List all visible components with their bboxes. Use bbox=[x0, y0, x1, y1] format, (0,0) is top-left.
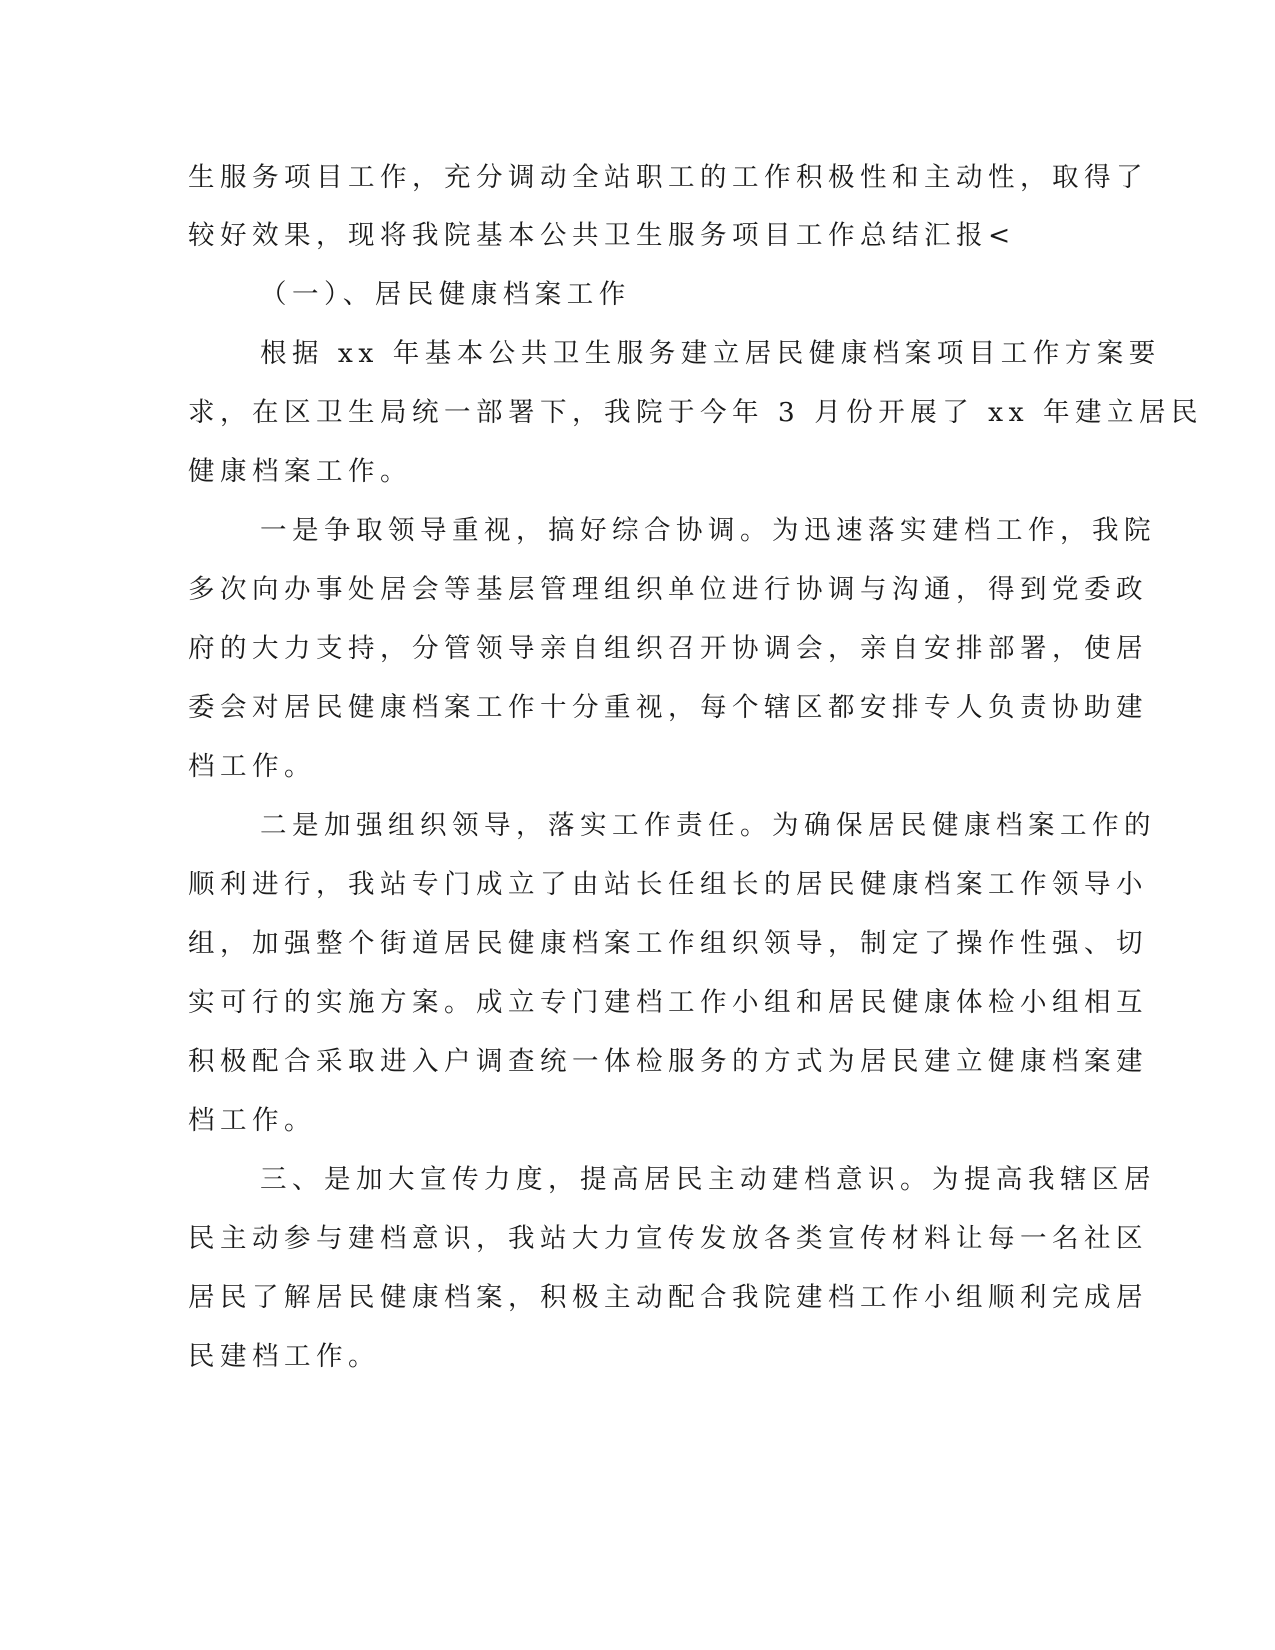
paragraph-line: 三、是加大宣传力度，提高居民主动建档意识。为提高我辖区居 bbox=[260, 1164, 1156, 1195]
paragraph-line: 根据 xx 年基本公共卫生服务建立居民健康档案项目工作方案要 bbox=[260, 338, 1161, 369]
paragraph-line: 生服务项目工作，充分调动全站职工的工作积极性和主动性，取得了 bbox=[188, 162, 1148, 193]
paragraph-line: 委会对居民健康档案工作十分重视，每个辖区都安排专人负责协助建 bbox=[188, 692, 1148, 723]
paragraph-line: 二是加强组织领导，落实工作责任。为确保居民健康档案工作的 bbox=[260, 810, 1156, 841]
paragraph-line: 顺利进行，我站专门成立了由站长任组长的居民健康档案工作领导小 bbox=[188, 869, 1148, 900]
paragraph-line: 多次向办事处居会等基层管理组织单位进行协调与沟通，得到党委政 bbox=[188, 574, 1148, 605]
paragraph-line: 档工作。 bbox=[188, 1105, 316, 1136]
paragraph-line: 档工作。 bbox=[188, 751, 316, 782]
paragraph-line: 积极配合采取进入户调查统一体检服务的方式为居民建立健康档案建 bbox=[188, 1046, 1148, 1077]
section-heading: （一）、居民健康档案工作 bbox=[260, 279, 631, 310]
paragraph-line: 居民了解居民健康档案，积极主动配合我院建档工作小组顺利完成居 bbox=[188, 1282, 1148, 1313]
paragraph-line: 民建档工作。 bbox=[188, 1341, 380, 1372]
paragraph-line: 府的大力支持，分管领导亲自组织召开协调会，亲自安排部署，使居 bbox=[188, 633, 1148, 664]
paragraph-line: 较好效果，现将我院基本公共卫生服务项目工作总结汇报< bbox=[188, 220, 1016, 251]
paragraph-line: 实可行的实施方案。成立专门建档工作小组和居民健康体检小组相互 bbox=[188, 987, 1148, 1018]
paragraph-line: 求，在区卫生局统一部署下，我院于今年 3 月份开展了 xx 年建立居民 bbox=[188, 397, 1203, 428]
paragraph-line: 组，加强整个街道居民健康档案工作组织领导，制定了操作性强、切 bbox=[188, 928, 1148, 959]
paragraph-line: 民主动参与建档意识，我站大力宣传发放各类宣传材料让每一名社区 bbox=[188, 1223, 1148, 1254]
paragraph-line: 一是争取领导重视，搞好综合协调。为迅速落实建档工作，我院 bbox=[260, 515, 1156, 546]
paragraph-line: 健康档案工作。 bbox=[188, 456, 412, 487]
